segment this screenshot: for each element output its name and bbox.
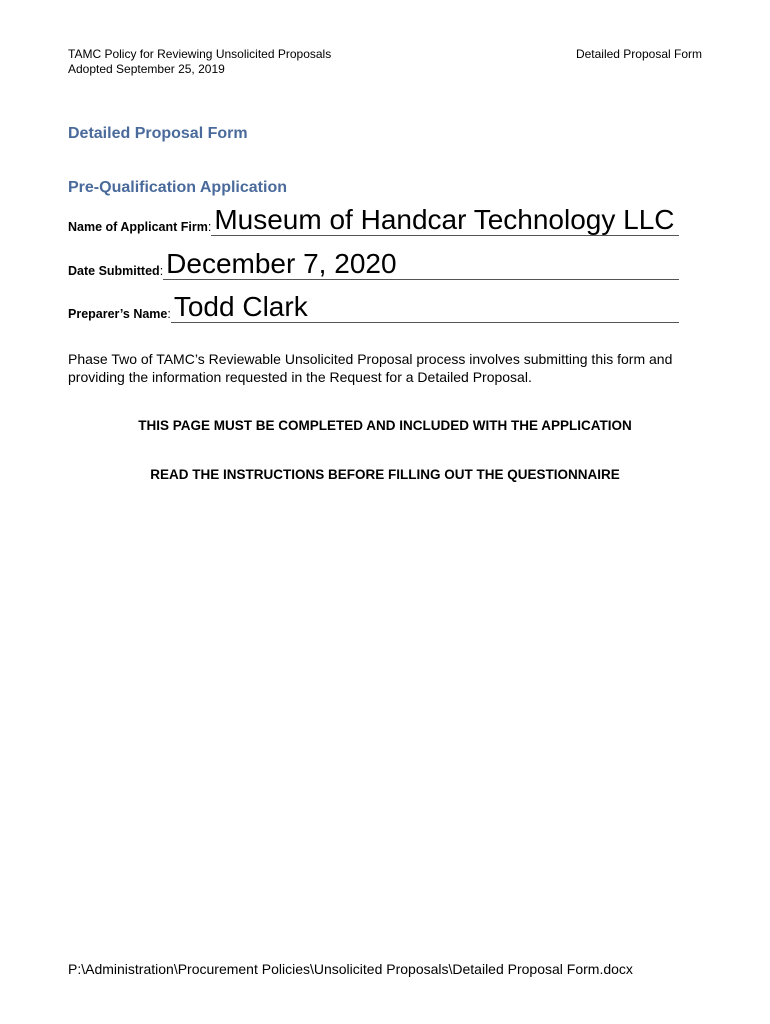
- section-title: Pre-Qualification Application: [68, 179, 287, 196]
- preparer-name-label: Preparer’s Name:: [68, 307, 171, 321]
- header-form-name: Detailed Proposal Form: [575, 47, 702, 61]
- instructions-notice: READ THE INSTRUCTIONS BEFORE FILLING OUT THE QUESTIONNAIRE: [150, 467, 620, 482]
- page-title: Detailed Proposal Form: [68, 125, 248, 142]
- date-submitted-field[interactable]: December 7, 2020: [163, 249, 679, 280]
- date-submitted-row: [68, 249, 679, 280]
- page-header-left: [68, 47, 331, 77]
- applicant-firm-label: Name of Applicant Firm:: [68, 220, 212, 234]
- instructions-paragraph: Phase Two of TAMC’s Reviewable Unsolicited Proposal process involves submitting this form and providing the information requested in the Request for a Detailed Proposal.: [68, 351, 673, 385]
- completion-notice: THIS PAGE MUST BE COMPLETED AND INCLUDED WITH THE APPLICATION: [138, 418, 632, 433]
- applicant-firm-row: [68, 205, 679, 236]
- applicant-firm-field[interactable]: Museum of Handcar Technology LLC: [211, 205, 679, 236]
- preparer-name-row: [68, 292, 679, 323]
- preparer-name-field[interactable]: Todd Clark: [171, 292, 679, 323]
- header-adopted-date: Adopted September 25, 2019: [68, 62, 225, 76]
- file-path-footer: P:\Administration\Procurement Policies\Unsolicited Proposals\Detailed Proposal Form.docx: [68, 961, 633, 977]
- header-policy-title: TAMC Policy for Reviewing Unsolicited Proposals: [68, 47, 332, 61]
- date-submitted-label: Date Submitted:: [68, 264, 164, 278]
